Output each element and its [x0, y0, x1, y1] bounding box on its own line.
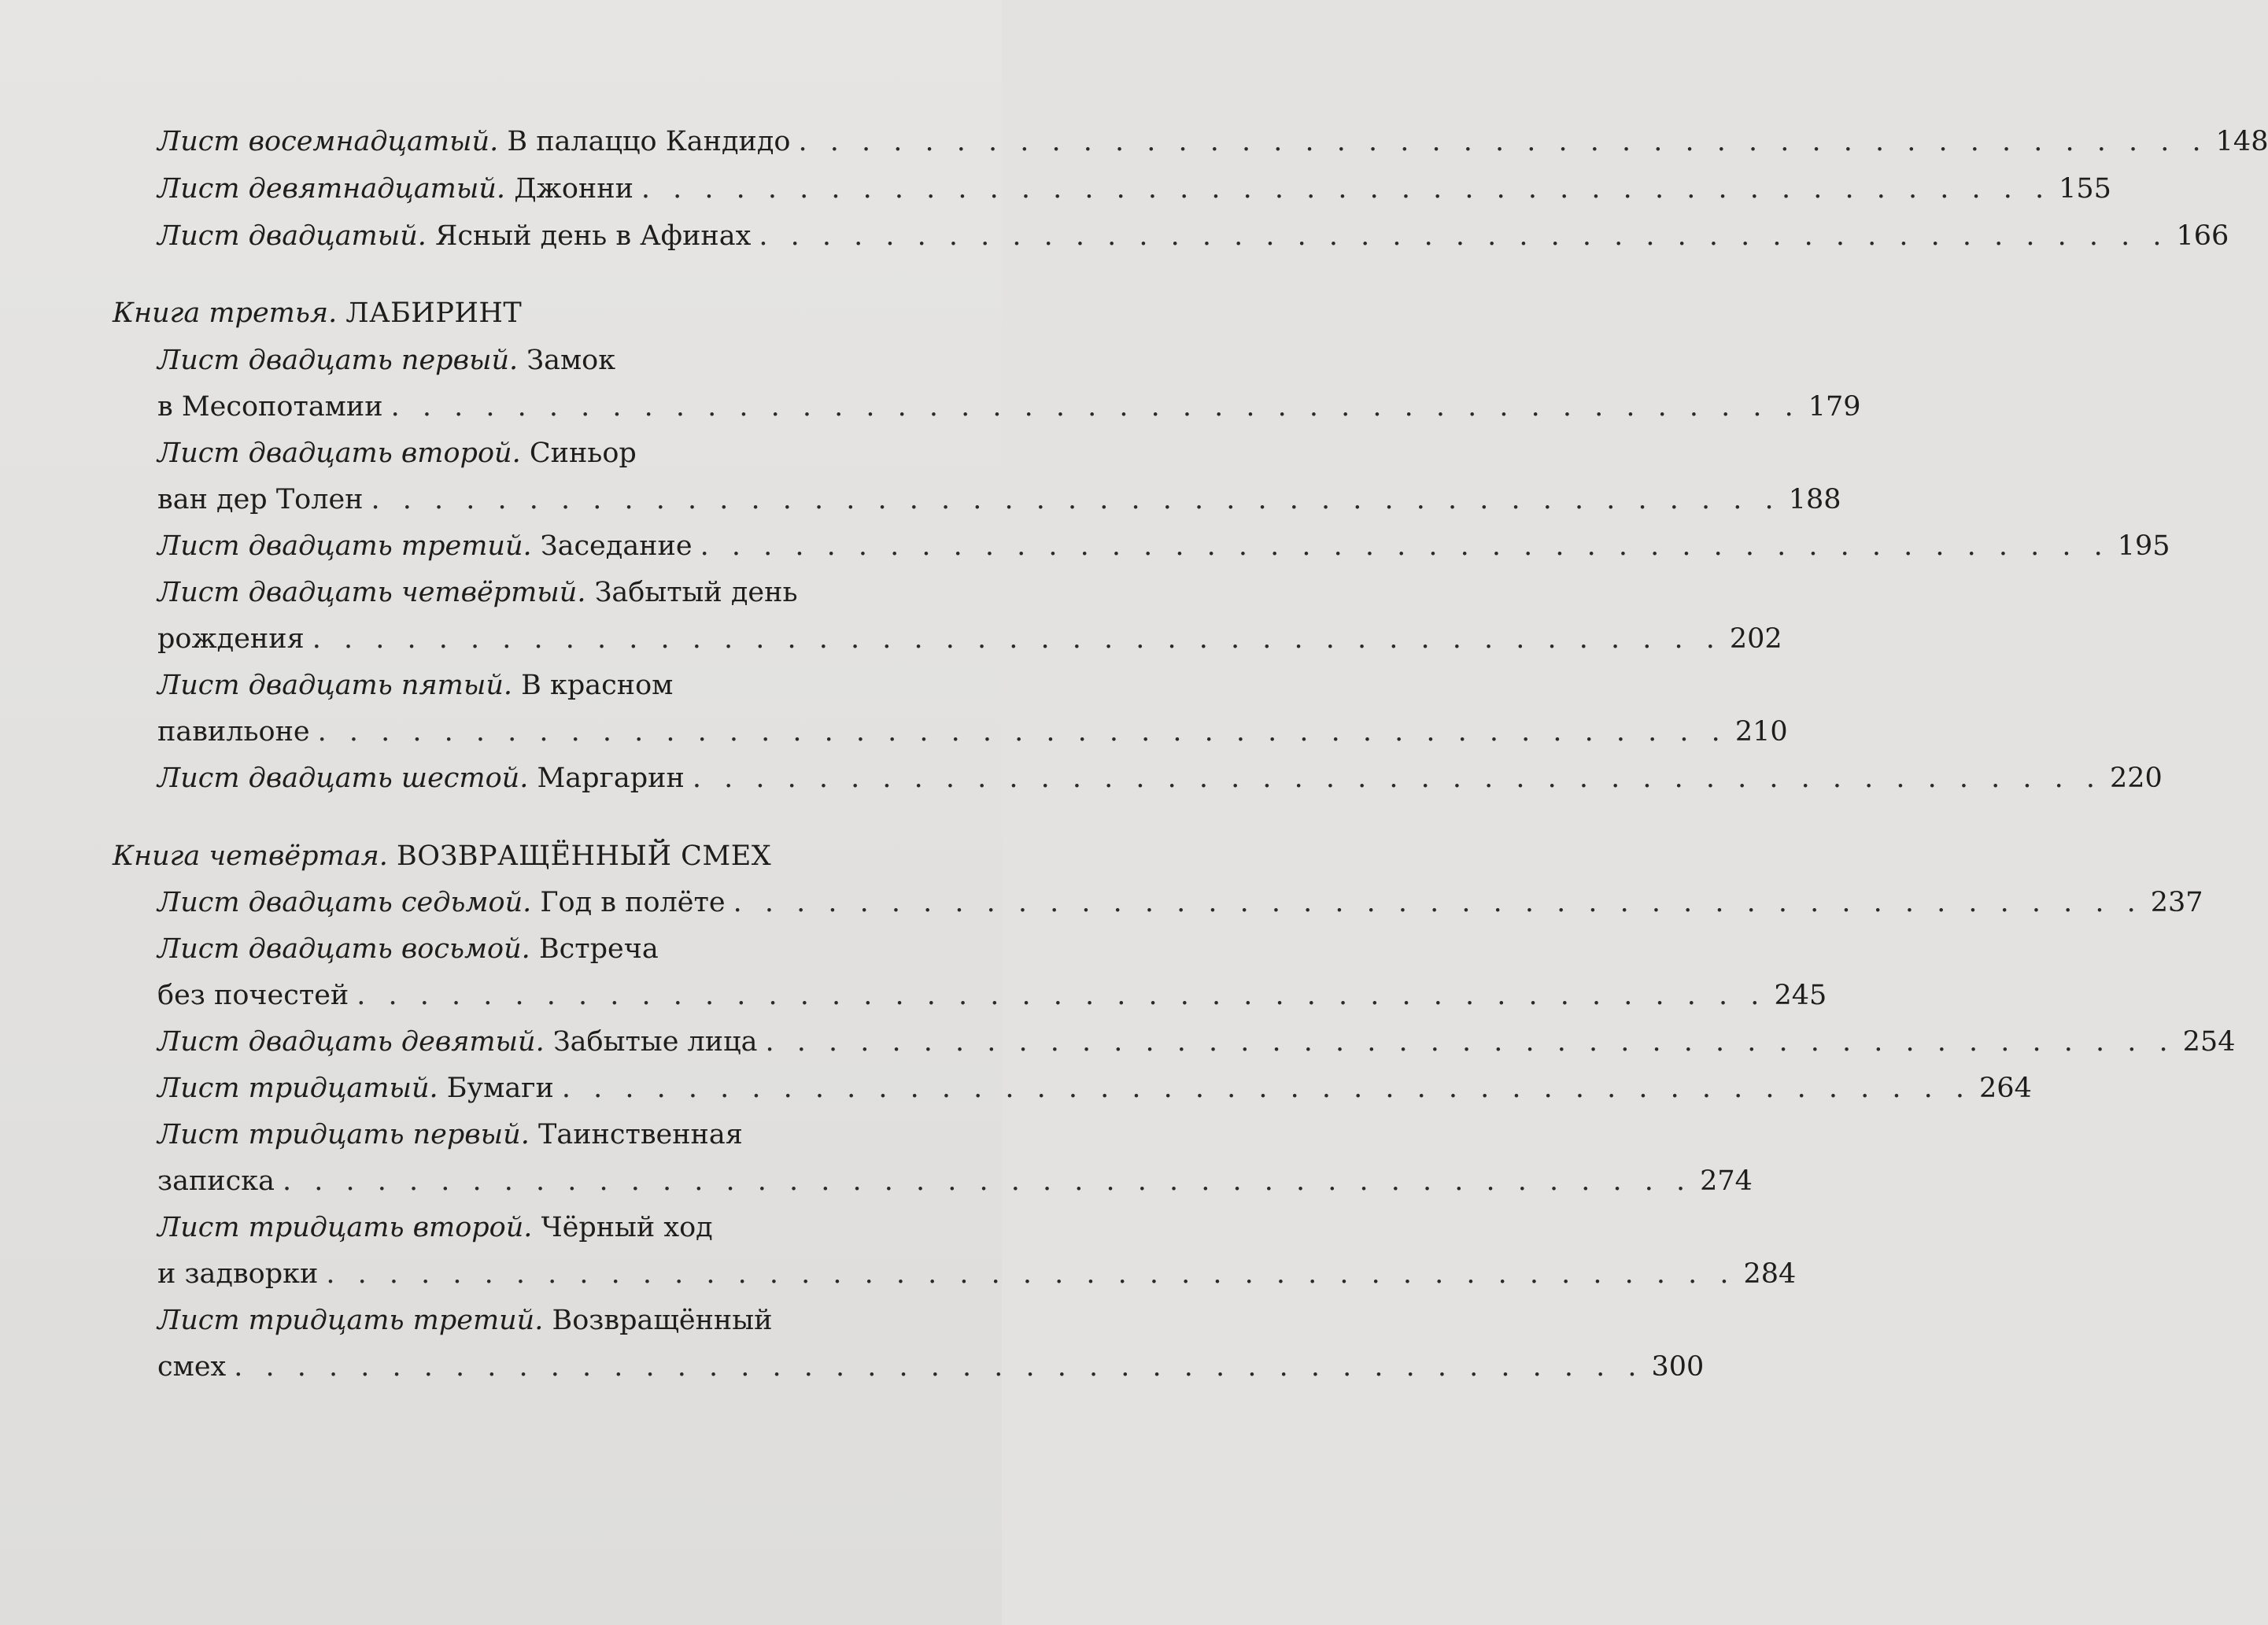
entry-lead: Лист двадцать третий. — [157, 530, 532, 562]
entry-title-cont: в Месопотамии — [157, 391, 383, 423]
entry-title: Ясный день в Афинах — [435, 220, 752, 252]
page-number: 284 — [1743, 1258, 1797, 1290]
page-number: 210 — [1734, 716, 1788, 748]
entry-title: Бумаги — [446, 1073, 554, 1104]
entry-lead: Лист двадцать седьмой. — [157, 887, 532, 918]
toc-entry-24[interactable] — [157, 575, 1782, 656]
entry-title: Синьор — [529, 438, 637, 469]
leader-dots: . . . . . . . . . . . . . . . . . . . . . . . . . . . . . . . . . . . . . . . . . . . . . — [692, 763, 2103, 794]
page-number: 220 — [2110, 763, 2163, 794]
entry-lead: Лист двадцать четвёртый. — [157, 577, 586, 608]
entry-title: Забытый день — [594, 577, 798, 608]
entry-title-cont: рождения — [157, 623, 305, 655]
entry-lead: Лист тридцатый. — [157, 1073, 438, 1104]
entry-lead: Лист тридцать первый. — [157, 1119, 530, 1150]
leader-dots: . . . . . . . . . . . . . . . . . . . . . . . . . . . . . . . . . . . . . . . . . . . . . — [641, 173, 2052, 205]
entry-title: Забытые лица — [552, 1026, 758, 1058]
toc-entry-32[interactable] — [157, 1210, 1797, 1291]
leader-dots: . . . . . . . . . . . . . . . . . . . . . . . . . . . . . . . . . . . . . . . . . . . . . — [765, 1026, 2175, 1058]
leader-dots: . . . . . . . . . . . . . . . . . . . . . . . . . . . . . . . . . . . . . . . . . . . . . — [317, 716, 1727, 748]
page-number: 188 — [1788, 484, 1841, 515]
page-number: 245 — [1774, 980, 1827, 1011]
leader-dots: . . . . . . . . . . . . . . . . . . . . . . . . . . . . . . . . . . . . . . . . . . . . . — [798, 126, 2208, 157]
page-number: 202 — [1729, 623, 1782, 655]
entry-title: Таинственная — [537, 1119, 743, 1150]
entry-title: Год в полёте — [540, 887, 726, 918]
page-number: 300 — [1651, 1351, 1705, 1383]
leader-dots: . . . . . . . . . . . . . . . . . . . . . . . . . . . . . . . . . . . . . . . . . . . . . — [234, 1351, 1644, 1383]
entry-title: Замок — [526, 345, 616, 376]
entry-title: Встреча — [538, 933, 659, 965]
toc-entry-25[interactable] — [157, 668, 1788, 749]
page-number: 274 — [1700, 1165, 1753, 1197]
entry-lead: Лист двадцать второй. — [157, 438, 521, 469]
entry-lead: Лист двадцатый. — [157, 220, 427, 252]
leader-dots: . . . . . . . . . . . . . . . . . . . . . . . . . . . . . . . . . . . . . . . . . . . . . — [700, 530, 2110, 562]
book-heading-4 — [113, 839, 771, 873]
entry-lead: Лист двадцать девятый. — [157, 1026, 545, 1058]
page-number: 254 — [2182, 1026, 2236, 1058]
entry-title: Заседание — [540, 530, 693, 562]
book-heading-3 — [113, 296, 522, 331]
entry-title: В палаццо Кандидо — [507, 126, 791, 157]
entry-title-cont: смех — [157, 1351, 227, 1383]
toc-entry-33[interactable] — [157, 1303, 1705, 1384]
entry-lead: Лист двадцать восьмой. — [157, 933, 530, 965]
book-lead: Книга третья. — [113, 297, 338, 329]
toc-entry-18[interactable] — [157, 124, 2268, 159]
entry-title: Джонни — [514, 173, 633, 205]
entry-title: Маргарин — [537, 763, 685, 794]
leader-dots: . . . . . . . . . . . . . . . . . . . . . . . . . . . . . . . . . . . . . . . . . . . . . — [390, 391, 1801, 423]
toc-entry-21[interactable] — [157, 343, 1861, 424]
leader-dots: . . . . . . . . . . . . . . . . . . . . . . . . . . . . . . . . . . . . . . . . . . . . . — [356, 980, 1767, 1011]
entry-title-cont: павильоне — [157, 716, 310, 748]
entry-title: В красном — [521, 670, 674, 701]
leader-dots: . . . . . . . . . . . . . . . . . . . . . . . . . . . . . . . . . . . . . . . . . . . . . — [282, 1165, 1693, 1197]
entry-lead: Лист двадцать шестой. — [157, 763, 529, 794]
toc-entry-26[interactable] — [157, 761, 2163, 796]
leader-dots: . . . . . . . . . . . . . . . . . . . . . . . . . . . . . . . . . . . . . . . . . . . . . — [326, 1258, 1736, 1290]
leader-dots: . . . . . . . . . . . . . . . . . . . . . . . . . . . . . . . . . . . . . . . . . . . . . — [733, 887, 2143, 918]
toc-entry-28[interactable] — [157, 932, 1827, 1013]
page-number: 195 — [2117, 530, 2170, 562]
leader-dots: . . . . . . . . . . . . . . . . . . . . . . . . . . . . . . . . . . . . . . . . . . . . . — [759, 220, 2169, 252]
leader-dots: . . . . . . . . . . . . . . . . . . . . . . . . . . . . . . . . . . . . . . . . . . . . . — [561, 1073, 1972, 1104]
book-title: ЛАБИРИНТ — [345, 297, 523, 329]
page-number: 179 — [1808, 391, 1861, 423]
entry-lead: Лист девятнадцатый. — [157, 173, 506, 205]
entry-title-cont: и задворки — [157, 1258, 319, 1290]
entry-lead: Лист двадцать пятый. — [157, 670, 513, 701]
toc-entry-29[interactable] — [157, 1025, 2236, 1059]
book-title: ВОЗВРАЩЁННЫЙ СМЕХ — [397, 840, 772, 872]
page-number: 237 — [2150, 887, 2203, 918]
toc-entry-27[interactable] — [157, 885, 2203, 920]
entry-title: Чёрный ход — [541, 1212, 713, 1243]
page-number: 155 — [2059, 173, 2111, 205]
toc-entry-20[interactable] — [157, 219, 2229, 253]
toc-entry-22[interactable] — [157, 436, 1841, 517]
entry-title-cont: записка — [157, 1165, 275, 1197]
entry-title-cont: без почестей — [157, 980, 349, 1011]
toc-entry-30[interactable] — [157, 1071, 2032, 1106]
book-lead: Книга четвёртая. — [113, 840, 388, 872]
page-number: 148 — [2215, 126, 2268, 157]
page-number: 166 — [2176, 220, 2229, 252]
leader-dots: . . . . . . . . . . . . . . . . . . . . . . . . . . . . . . . . . . . . . . . . . . . . . — [312, 623, 1722, 655]
toc-entry-31[interactable] — [157, 1117, 1753, 1198]
toc-entry-19[interactable] — [157, 172, 2111, 206]
toc-entry-23[interactable] — [157, 529, 2170, 563]
entry-lead: Лист двадцать первый. — [157, 345, 519, 376]
entry-title-cont: ван дер Толен — [157, 484, 364, 515]
entry-title: Возвращённый — [552, 1305, 773, 1336]
entry-lead: Лист тридцать третий. — [157, 1305, 544, 1336]
leader-dots: . . . . . . . . . . . . . . . . . . . . . . . . . . . . . . . . . . . . . . . . . . . . . — [371, 484, 1781, 515]
entry-lead: Лист тридцать второй. — [157, 1212, 533, 1243]
entry-lead: Лист восемнадцатый. — [157, 126, 499, 157]
page-number: 264 — [1979, 1073, 2032, 1104]
